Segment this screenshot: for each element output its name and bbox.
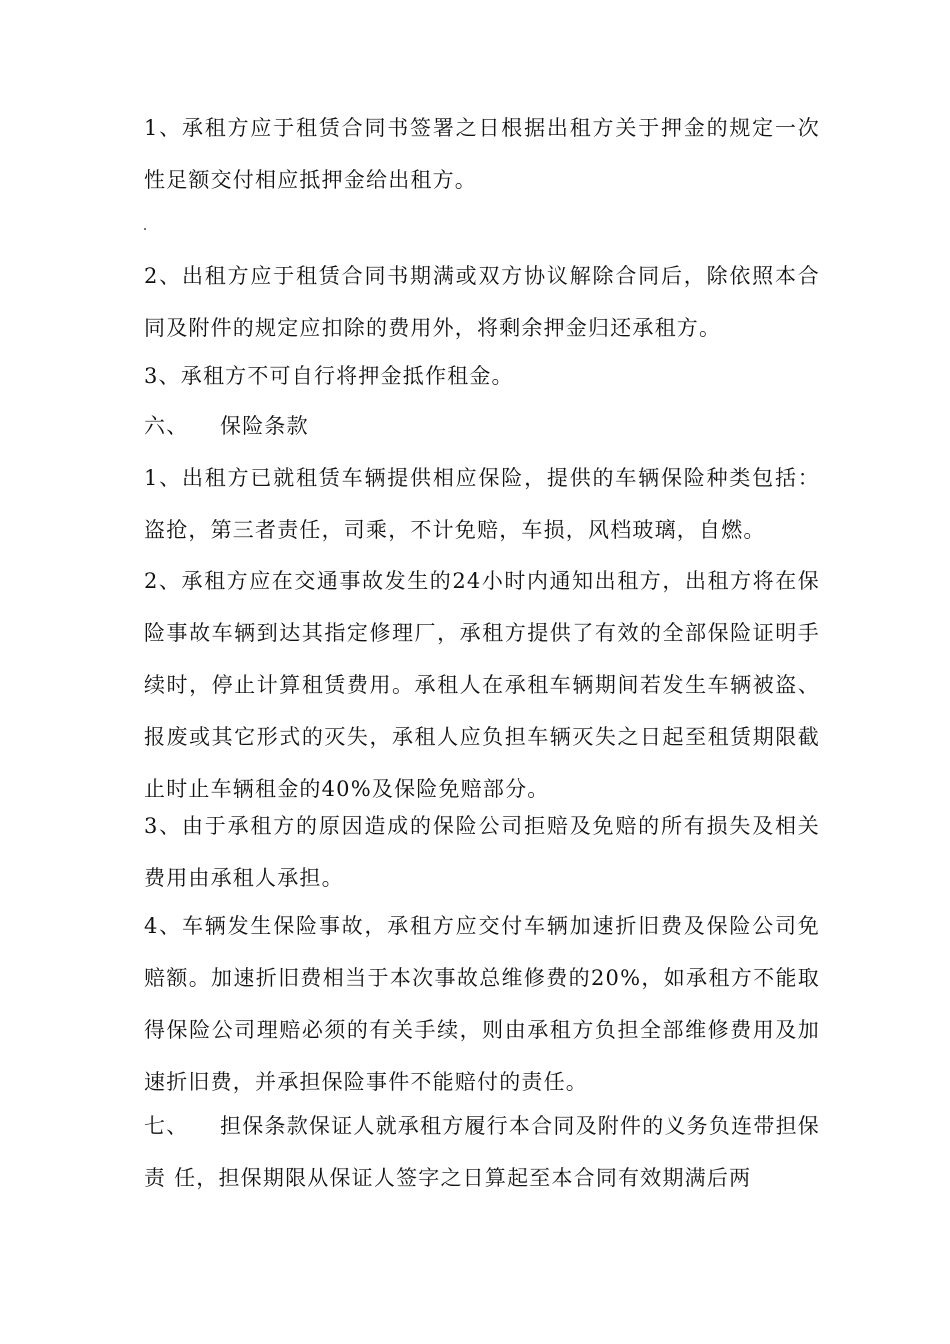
section-6-number: 六、 — [144, 414, 189, 438]
section-7-title: 担保条款保证人就承租方履行本合同及附件的义务负连带担保责 任，担保期限从保证人签字之日算起至本合同有效期满后两 — [144, 1114, 820, 1190]
stray-dot — [144, 228, 146, 230]
section-7-heading — [144, 1100, 820, 1204]
section-7-number: 七、 — [144, 1114, 189, 1138]
clause-6-4: 4、车辆发生保险事故，承租方应交付车辆加速折旧费及保险公司免赔额。加速折旧费相当于本次事故总维修费的20%，如承租方不能取得保险公司理赔必须的有关手续，则由承租方负担全部维修费用及加速折旧费，并承担保险事件不能赔付的责任。 — [144, 914, 820, 1094]
clause-6-1: 1、出租方已就租赁车辆提供相应保险，提供的车辆保险种类包括：盗抢，第三者责任，司乘，不计免赔，车损，风档玻璃，自燃。 — [144, 466, 820, 542]
clause-5-2: 2、出租方应于租赁合同书期满或双方协议解除合同后，除依照本合同及附件的规定应扣除的费用外，将剩余押金归还承租方。 — [144, 264, 820, 340]
section-6-title: 保险条款 — [220, 414, 309, 438]
clause-5-1: 1、承租方应于租赁合同书签署之日根据出租方关于押金的规定一次性足额交付相应抵押金给出租方。 — [144, 116, 820, 192]
clause-6-3: 3、由于承租方的原因造成的保险公司拒赔及免赔的所有损失及相关费用由承租人承担。 — [144, 814, 820, 890]
clause-6-2: 2、承租方应在交通事故发生的24小时内通知出租方，出租方将在保险事故车辆到达其指定修理厂，承租方提供了有效的全部保险证明手续时，停止计算租赁费用。承租人在承租车辆期间若发生车辆被盗、报废或其它形式的灭失，承租人应负担车辆灭失之日起至租赁期限截止时止车辆租金的40%及保险免赔部分。 — [144, 569, 820, 801]
section-6-heading — [144, 400, 820, 452]
clause-5-3: 3、承租方不可自行将押金抵作租金。 — [144, 364, 514, 388]
